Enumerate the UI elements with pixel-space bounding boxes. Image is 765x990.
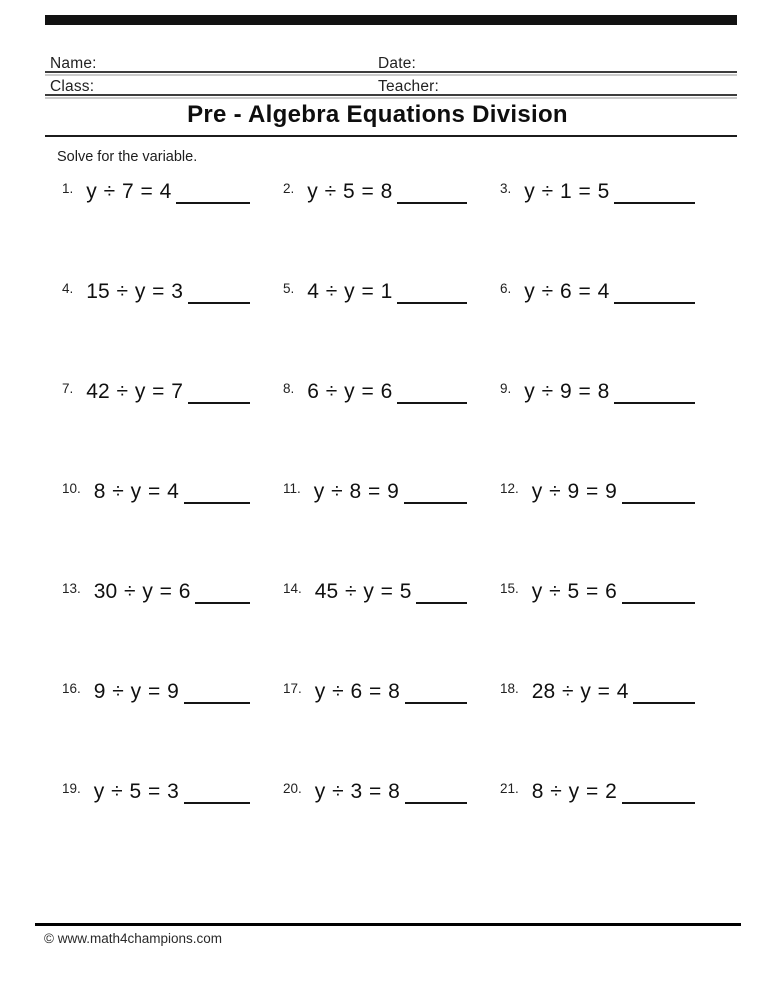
problem-equation: 8 ÷ y = 4: [93, 480, 179, 503]
problem-item: [55, 681, 276, 781]
problem-equation: 45 ÷ y = 5: [314, 580, 412, 603]
problem-equation: 28 ÷ y = 4: [531, 680, 629, 703]
problem-item: [493, 781, 700, 881]
problem-item: [493, 181, 700, 281]
answer-blank[interactable]: [614, 281, 695, 304]
problem-number: 10.: [62, 481, 81, 496]
problem-equation: 15 ÷ y = 3: [86, 280, 183, 303]
problem-number: 16.: [62, 681, 81, 696]
answer-blank[interactable]: [184, 481, 250, 504]
problem-equation: y ÷ 3 = 8: [314, 780, 400, 803]
problem-equation: y ÷ 5 = 6: [531, 580, 617, 603]
answer-blank[interactable]: [405, 781, 467, 804]
problem-equation: 9 ÷ y = 9: [93, 680, 179, 703]
problem-number: 18.: [500, 681, 519, 696]
answer-blank[interactable]: [416, 581, 467, 604]
problem-item: [276, 781, 493, 881]
answer-blank[interactable]: [404, 481, 467, 504]
problem-item: [55, 481, 276, 581]
footer-divider: [35, 923, 741, 926]
teacher-label: Teacher:: [378, 78, 440, 95]
problem-item: [493, 281, 700, 381]
problem-number: 2.: [283, 181, 295, 196]
answer-blank[interactable]: [614, 381, 695, 404]
problems-grid: [55, 181, 700, 881]
answer-blank[interactable]: [397, 181, 467, 204]
problem-equation: y ÷ 8 = 9: [313, 480, 399, 503]
problem-number: 5.: [283, 281, 295, 296]
problem-equation: y ÷ 6 = 4: [524, 280, 610, 303]
copyright-text: © www.math4champions.com: [44, 931, 223, 946]
problem-item: [493, 481, 700, 581]
date-label: Date:: [378, 55, 417, 72]
answer-blank[interactable]: [188, 381, 250, 404]
problem-equation: 42 ÷ y = 7: [86, 380, 183, 403]
answer-blank[interactable]: [188, 281, 250, 304]
answer-blank[interactable]: [176, 181, 250, 204]
problem-number: 12.: [500, 481, 519, 496]
problem-equation: y ÷ 6 = 8: [314, 680, 400, 703]
answer-blank[interactable]: [405, 681, 467, 704]
answer-blank[interactable]: [622, 481, 695, 504]
class-teacher-fill-line[interactable]: [45, 94, 737, 96]
problem-equation: y ÷ 5 = 3: [93, 780, 179, 803]
answer-blank[interactable]: [184, 781, 250, 804]
problem-equation: 4 ÷ y = 1: [307, 280, 393, 303]
problem-number: 3.: [500, 181, 512, 196]
answer-blank[interactable]: [184, 681, 250, 704]
problem-equation: 6 ÷ y = 6: [307, 380, 393, 403]
problem-item: [55, 581, 276, 681]
problem-item: [493, 381, 700, 481]
answer-blank[interactable]: [397, 381, 467, 404]
class-label: Class:: [50, 78, 95, 95]
answer-blank[interactable]: [195, 581, 250, 604]
problem-item: [55, 781, 276, 881]
problem-number: 15.: [500, 581, 519, 596]
problem-number: 14.: [283, 581, 302, 596]
problem-number: 4.: [62, 281, 74, 296]
problem-equation: y ÷ 7 = 4: [86, 180, 172, 203]
answer-blank[interactable]: [622, 581, 695, 604]
problem-number: 20.: [283, 781, 302, 796]
problem-number: 7.: [62, 381, 74, 396]
problem-item: [55, 181, 276, 281]
answer-blank[interactable]: [397, 281, 467, 304]
problem-equation: y ÷ 9 = 8: [524, 380, 610, 403]
problem-number: 13.: [62, 581, 81, 596]
problem-item: [55, 281, 276, 381]
problem-item: [493, 681, 700, 781]
page-title: Pre - Algebra Equations Division: [187, 101, 568, 128]
problem-item: [276, 481, 493, 581]
instruction-text: Solve for the variable.: [57, 149, 198, 165]
answer-blank[interactable]: [633, 681, 695, 704]
problem-equation: 30 ÷ y = 6: [93, 580, 191, 603]
problem-number: 1.: [62, 181, 74, 196]
top-border-bar: [45, 15, 737, 25]
problem-item: [276, 381, 493, 481]
name-label: Name:: [50, 55, 97, 72]
problem-item: [493, 581, 700, 681]
answer-blank[interactable]: [622, 781, 695, 804]
problem-item: [276, 581, 493, 681]
answer-blank[interactable]: [614, 181, 695, 204]
problem-item: [276, 181, 493, 281]
title-underline: [45, 135, 737, 137]
problem-item: [276, 681, 493, 781]
problem-equation: y ÷ 5 = 8: [307, 180, 393, 203]
problem-number: 17.: [283, 681, 302, 696]
problem-item: [55, 381, 276, 481]
problem-number: 6.: [500, 281, 512, 296]
problem-number: 9.: [500, 381, 512, 396]
problem-number: 11.: [283, 481, 301, 496]
problem-equation: y ÷ 9 = 9: [531, 480, 617, 503]
problem-item: [276, 281, 493, 381]
problem-equation: y ÷ 1 = 5: [524, 180, 610, 203]
problem-number: 19.: [62, 781, 81, 796]
problem-number: 8.: [283, 381, 295, 396]
problem-number: 21.: [500, 781, 519, 796]
problem-equation: 8 ÷ y = 2: [531, 780, 617, 803]
name-date-fill-line[interactable]: [45, 71, 737, 73]
